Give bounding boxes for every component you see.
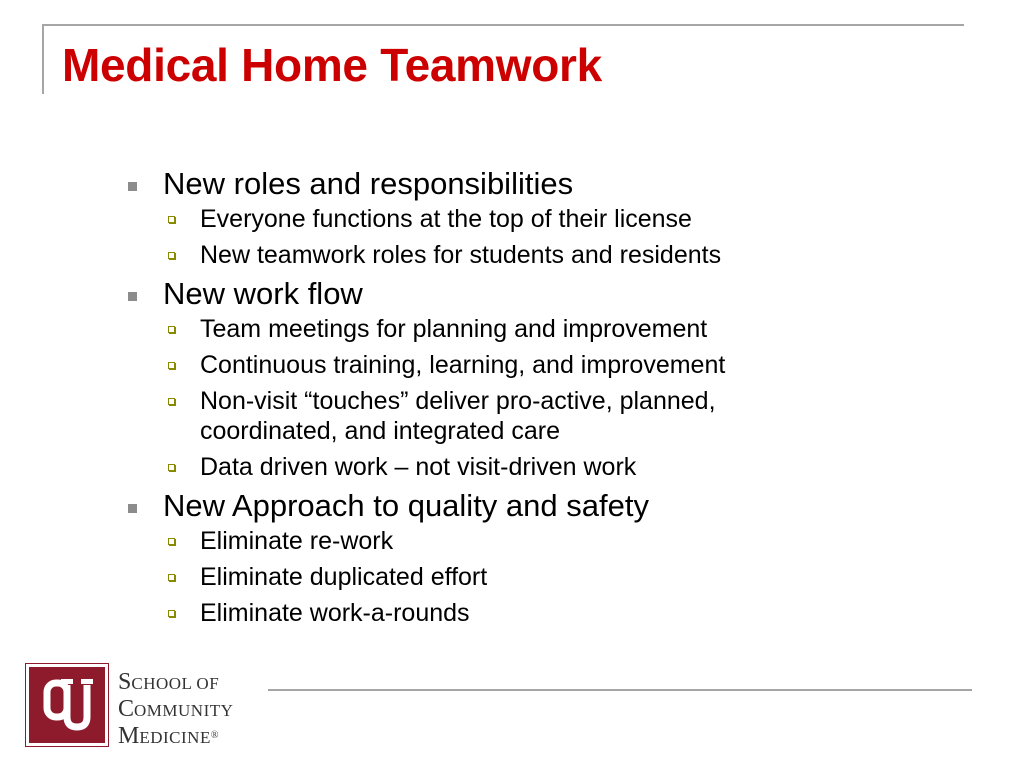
school-name-line-2: COMMUNITY: [118, 696, 234, 722]
slide-title: Medical Home Teamwork: [62, 39, 602, 91]
hollow-square-bullet-icon: [168, 398, 175, 405]
bullet-list: [126, 166, 976, 634]
sub-bullet-text: Team meetings for planning and improvement: [200, 315, 708, 343]
sub-bullet-item: [126, 452, 976, 482]
hollow-square-bullet-icon: [168, 464, 175, 471]
school-name-line-1: SCHOOL OF: [118, 669, 220, 695]
square-bullet-icon: [128, 292, 137, 301]
sub-bullet-text: Eliminate duplicated effort: [200, 563, 488, 591]
square-bullet-icon: [128, 182, 137, 191]
sub-bullet-item: [126, 386, 840, 446]
sub-bullet-text: Continuous training, learning, and improvement: [200, 351, 726, 379]
sub-bullet-text: New teamwork roles for students and residents: [200, 241, 722, 269]
hollow-square-bullet-icon: [168, 216, 175, 223]
bullet-item-1: [126, 166, 976, 202]
school-name-line-3: MEDICINE®: [118, 723, 219, 749]
hollow-square-bullet-icon: [168, 574, 175, 581]
sub-bullet-text: Non-visit “touches” deliver pro-active, planned, coordinated, and integrated care: [200, 387, 716, 445]
top-frame-line: [42, 24, 964, 26]
bullet-text: New roles and responsibilities: [163, 166, 574, 201]
left-frame-line: [42, 24, 44, 94]
hollow-square-bullet-icon: [168, 538, 175, 545]
sub-bullet-item: [126, 204, 976, 234]
sub-bullet-list-2: [126, 314, 976, 482]
ou-logo: [26, 664, 108, 746]
footer-rule: [268, 689, 972, 691]
bullet-item-2: [126, 276, 976, 312]
hollow-square-bullet-icon: [168, 362, 175, 369]
bullet-text: New Approach to quality and safety: [163, 488, 649, 523]
sub-bullet-list-3: [126, 526, 976, 628]
sub-bullet-item: [126, 240, 976, 270]
sub-bullet-text: Eliminate work-a-rounds: [200, 599, 470, 627]
sub-bullet-item: [126, 350, 976, 380]
sub-bullet-item: [126, 314, 976, 344]
hollow-square-bullet-icon: [168, 252, 175, 259]
sub-bullet-item: [126, 562, 976, 592]
school-name: [118, 670, 268, 751]
bullet-text: New work flow: [163, 276, 363, 311]
square-bullet-icon: [128, 504, 137, 513]
sub-bullet-item: [126, 598, 976, 628]
sub-bullet-item: [126, 526, 976, 556]
hollow-square-bullet-icon: [168, 326, 175, 333]
sub-bullet-list-1: [126, 204, 976, 270]
sub-bullet-text: Data driven work – not visit-driven work: [200, 453, 637, 481]
hollow-square-bullet-icon: [168, 610, 175, 617]
bullet-item-3: [126, 488, 976, 524]
sub-bullet-text: Everyone functions at the top of their license: [200, 205, 692, 233]
ou-logo-icon: [29, 667, 105, 743]
sub-bullet-text: Eliminate re-work: [200, 527, 394, 555]
